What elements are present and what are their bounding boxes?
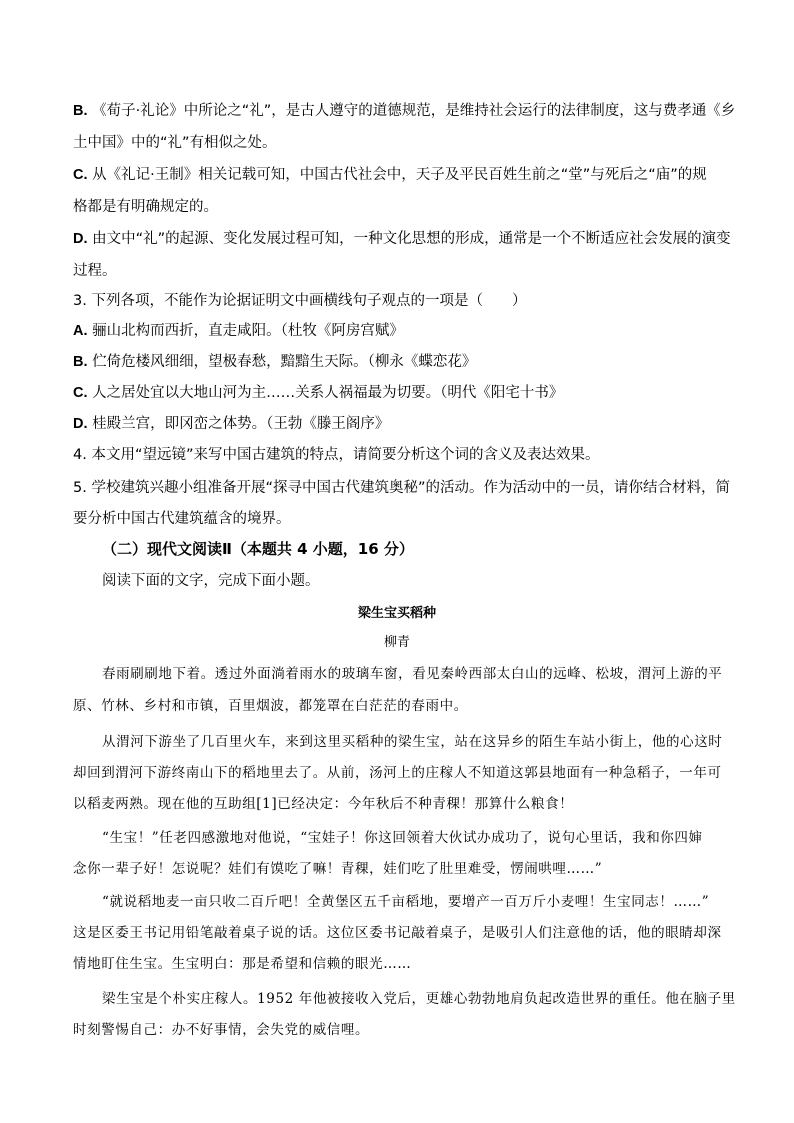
option-key: D. (73, 231, 88, 247)
story-line-6: “生宝！”任老四感激地对他说，“宝娃子！你这回领着大伙试办成功了，说句心里话，我和你四婶 (102, 830, 703, 846)
q3-option-c (73, 383, 734, 403)
option-text: 由文中“礼”的起源、变化发展过程可知，一种文化思想的形成，通常是一个不断适应社会发展的演变 (92, 231, 731, 247)
story-line-7: 念你一辈子好！怎说呢？娃们有馍吃了嘛！青稞，娃们吃了肚里难受，愣闹哄哩……” (73, 861, 603, 877)
option-text: 从《礼记·王制》相关记载可知，中国古代社会中，天子及平民百姓生前之“堂”与死后之“庙”的规 (92, 167, 707, 183)
q2-option-b-line2: 土中国》中的“礼”有相似之处。 (73, 135, 277, 151)
story-line-2: 原、竹林、乡村和市镇，百里烟波，都笼罩在白茫茫的春雨中。 (73, 698, 468, 714)
story-line-11: 梁生宝是个朴实庄稼人。1952 年他被接收入党后，更雄心勃勃地肩负起改造世界的重任。他在脑子里 (102, 991, 736, 1007)
story-line-5: 以稻麦两熟。现在他的互助组[1]已经决定：今年秋后不种青稞！那算什么粮食！ (73, 796, 574, 812)
option-key: A. (73, 323, 88, 339)
q2-option-c-line1 (73, 165, 734, 185)
option-key: C. (73, 167, 88, 183)
q2-option-d-line2: 过程。 (73, 263, 117, 279)
option-key: B. (73, 103, 88, 119)
q3-option-a (73, 321, 734, 341)
option-text: 伫倚危楼风细细，望极春愁，黯黯生天际。（柳永《蝶恋花》 (92, 354, 477, 370)
option-key: D. (73, 416, 88, 432)
story-line-4: 却回到渭河下游终南山下的稻地里去了。从前，汤河上的庄稼人不知道这郭县地面有一种急稻子，一年可 (73, 765, 722, 781)
option-key: C. (73, 385, 88, 401)
q5-line1: 5. 学校建筑兴趣小组准备开展“探寻中国古代建筑奥秘”的活动。作为活动中的一员，请你结合材料，简 (73, 480, 730, 496)
q3-stem: 3. 下列各项，不能作为论据证明文中画横线句子观点的一项是（ ） (73, 293, 527, 309)
story-line-9: 这是区委王书记用铅笔敲着桌子说的话。这位区委书记敲着桌子，是吸引人们注意他的话，他的眼睛却深 (73, 925, 722, 941)
q3-option-d (73, 414, 734, 434)
q2-option-d-line1 (73, 229, 734, 249)
story-title: 梁生宝买稻种 (357, 606, 436, 621)
story-line-3: 从渭河下游坐了几百里火车，来到这里买稻种的梁生宝，站在这异乡的陌生车站小街上，他的心这时 (102, 734, 723, 750)
option-text: 桂殿兰宫，即冈峦之体势。（王勃《滕王阁序》 (92, 416, 390, 432)
option-text: 《荀子·礼论》中所论之“礼”，是古人遵守的道德规范，是维持社会运行的法律制度，这与费孝通《乡 (92, 103, 736, 119)
q3-option-b (73, 352, 734, 372)
q5-line2: 要分析中国古代建筑蕴含的境界。 (73, 511, 291, 527)
option-text: 人之居处宜以大地山河为主……关系人祸福最为切要。（明代《阳宅十书》 (92, 385, 564, 401)
q2-option-b-line1 (73, 101, 734, 121)
option-text: 骊山北构而西折，直走咸阳。（杜牧《阿房宫赋》 (92, 323, 404, 339)
story-author: 柳青 (383, 635, 410, 650)
story-line-1: 春雨刷刷地下着。透过外面淌着雨水的玻璃车窗，看见秦岭西部太白山的远峰、松坡，渭河上游的平 (102, 666, 723, 682)
story-line-10: 情地盯住生宝。生宝明白：那是希望和信赖的眼光…… (73, 956, 412, 972)
story-line-12: 时刻警惕自己：办不好事情，会失党的威信哩。 (73, 1022, 370, 1038)
story-line-8: “就说稻地麦一亩只收二百斤吧！全黄堡区五千亩稻地，要增产一百万斤小麦哩！生宝同志！……” (102, 894, 710, 910)
section-instruction: 阅读下面的文字，完成下面小题。 (102, 573, 320, 589)
q4-text: 4. 本文用“望远镜”来写中国古建筑的特点，请简要分析这个词的含义及表达效果。 (73, 447, 600, 463)
option-key: B. (73, 354, 88, 370)
section-heading: （二）现代文阅读Ⅱ（本题共 4 小题，16 分） (102, 540, 414, 558)
q2-option-c-line2: 格都是有明确规定的。 (73, 199, 218, 215)
